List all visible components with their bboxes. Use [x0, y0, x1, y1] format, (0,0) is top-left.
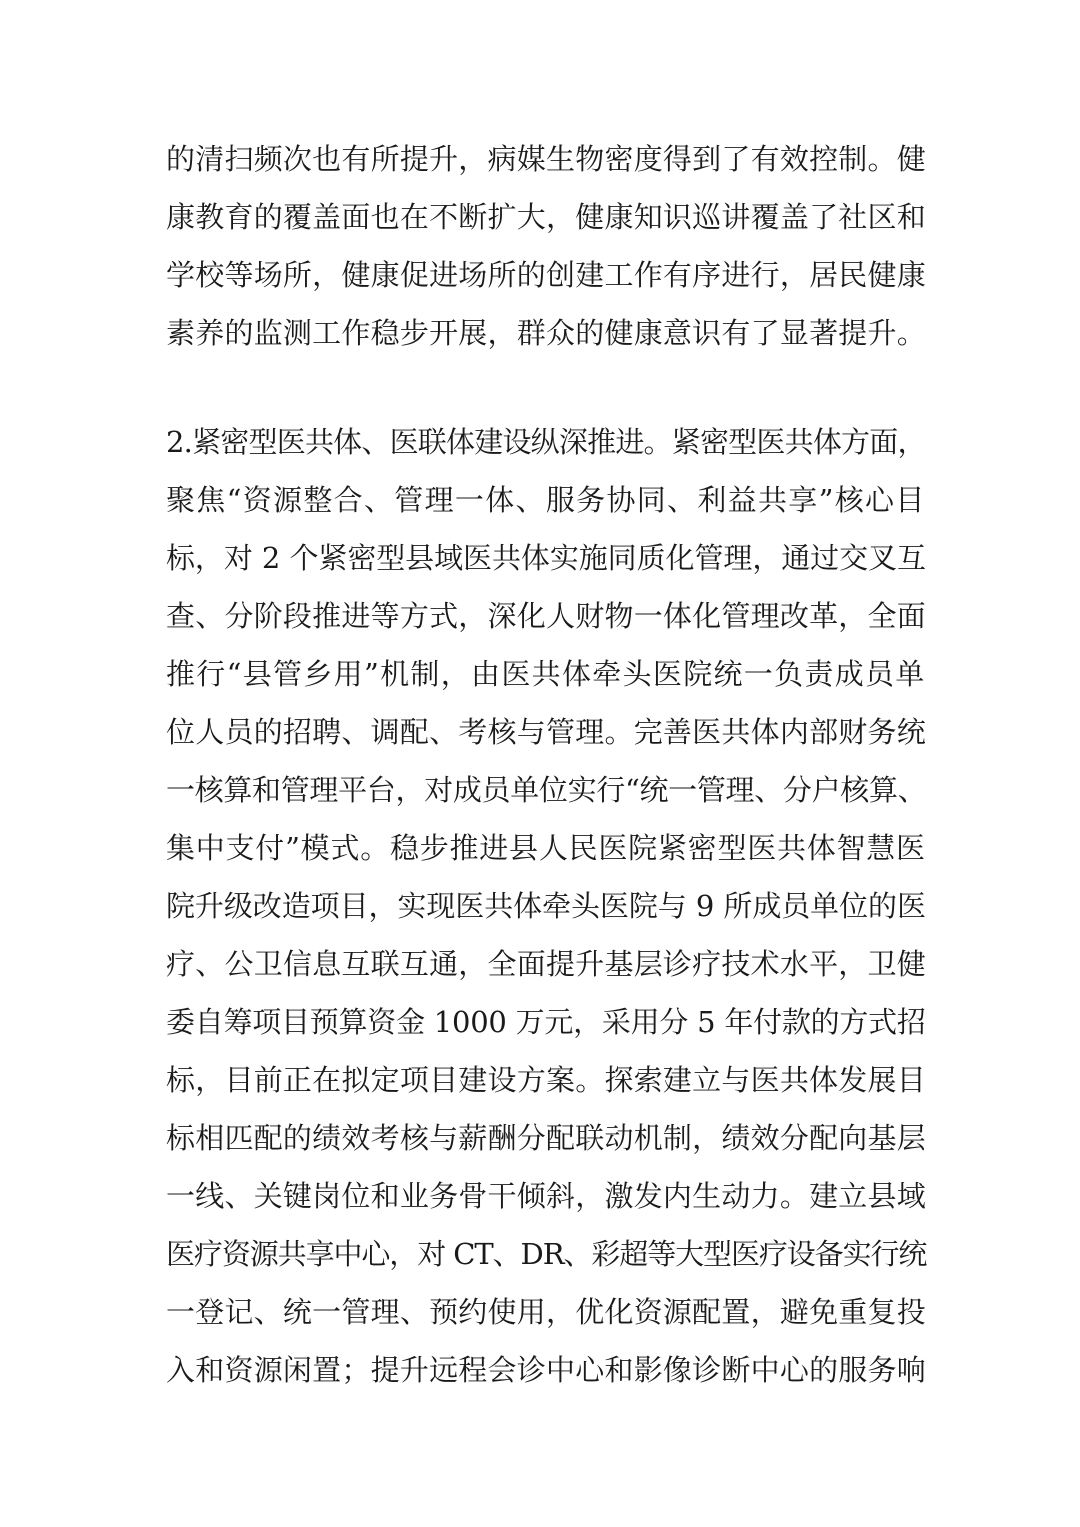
text-line: 聚焦“资源整合、管理一体、服务协同、利益共享”核心目	[166, 483, 926, 517]
text-line: 查、分阶段推进等方式，深化人财物一体化管理改革，全面	[166, 599, 927, 633]
text-line: 2.紧密型医共体、医联体建设纵深推进。紧密型医共体方面，	[166, 425, 926, 459]
text-line: 一线、关键岗位和业务骨干倾斜，激发内生动力。建立县域	[166, 1179, 927, 1213]
text-line: 入和资源闲置；提升远程会诊中心和影像诊断中心的服务响	[166, 1353, 927, 1387]
text-line: 标，对 2 个紧密型县域医共体实施同质化管理，通过交叉互	[166, 541, 926, 575]
text-line: 一核算和管理平台，对成员单位实行“统一管理、分户核算、	[166, 773, 927, 807]
text-line: 学校等场所，健康促进场所的创建工作有序进行，居民健康	[166, 258, 927, 292]
text-line: 集中支付”模式。稳步推进县人民医院紧密型医共体智慧医	[166, 831, 926, 865]
text-line: 院升级改造项目，实现医共体牵头医院与 9 所成员单位的医	[166, 889, 926, 923]
text-line: 素养的监测工作稳步开展，群众的健康意识有了显著提升。	[166, 316, 927, 350]
text-line: 医疗资源共享中心，对 CT、DR、彩超等大型医疗设备实行统	[166, 1237, 927, 1271]
text-line: 一登记、统一管理、预约使用，优化资源配置，避免重复投	[166, 1295, 927, 1329]
paragraph-1	[166, 130, 926, 362]
paragraph-2	[166, 413, 926, 1399]
text-line: 标，目前正在拟定项目建设方案。探索建立与医共体发展目	[166, 1063, 927, 1097]
text-line: 委自筹项目预算资金 1000 万元，采用分 5 年付款的方式招	[166, 1005, 926, 1039]
text-line: 推行“县管乡用”机制，由医共体牵头医院统一负责成员单	[166, 657, 926, 691]
text-line: 位人员的招聘、调配、考核与管理。完善医共体内部财务统	[166, 715, 927, 749]
text-line: 康教育的覆盖面也在不断扩大，健康知识巡讲覆盖了社区和	[166, 200, 927, 234]
text-line: 标相匹配的绩效考核与薪酬分配联动机制，绩效分配向基层	[166, 1121, 927, 1155]
text-line: 的清扫频次也有所提升，病媒生物密度得到了有效控制。健	[166, 142, 927, 176]
text-line: 疗、公卫信息互联互通，全面提升基层诊疗技术水平，卫健	[166, 947, 927, 981]
